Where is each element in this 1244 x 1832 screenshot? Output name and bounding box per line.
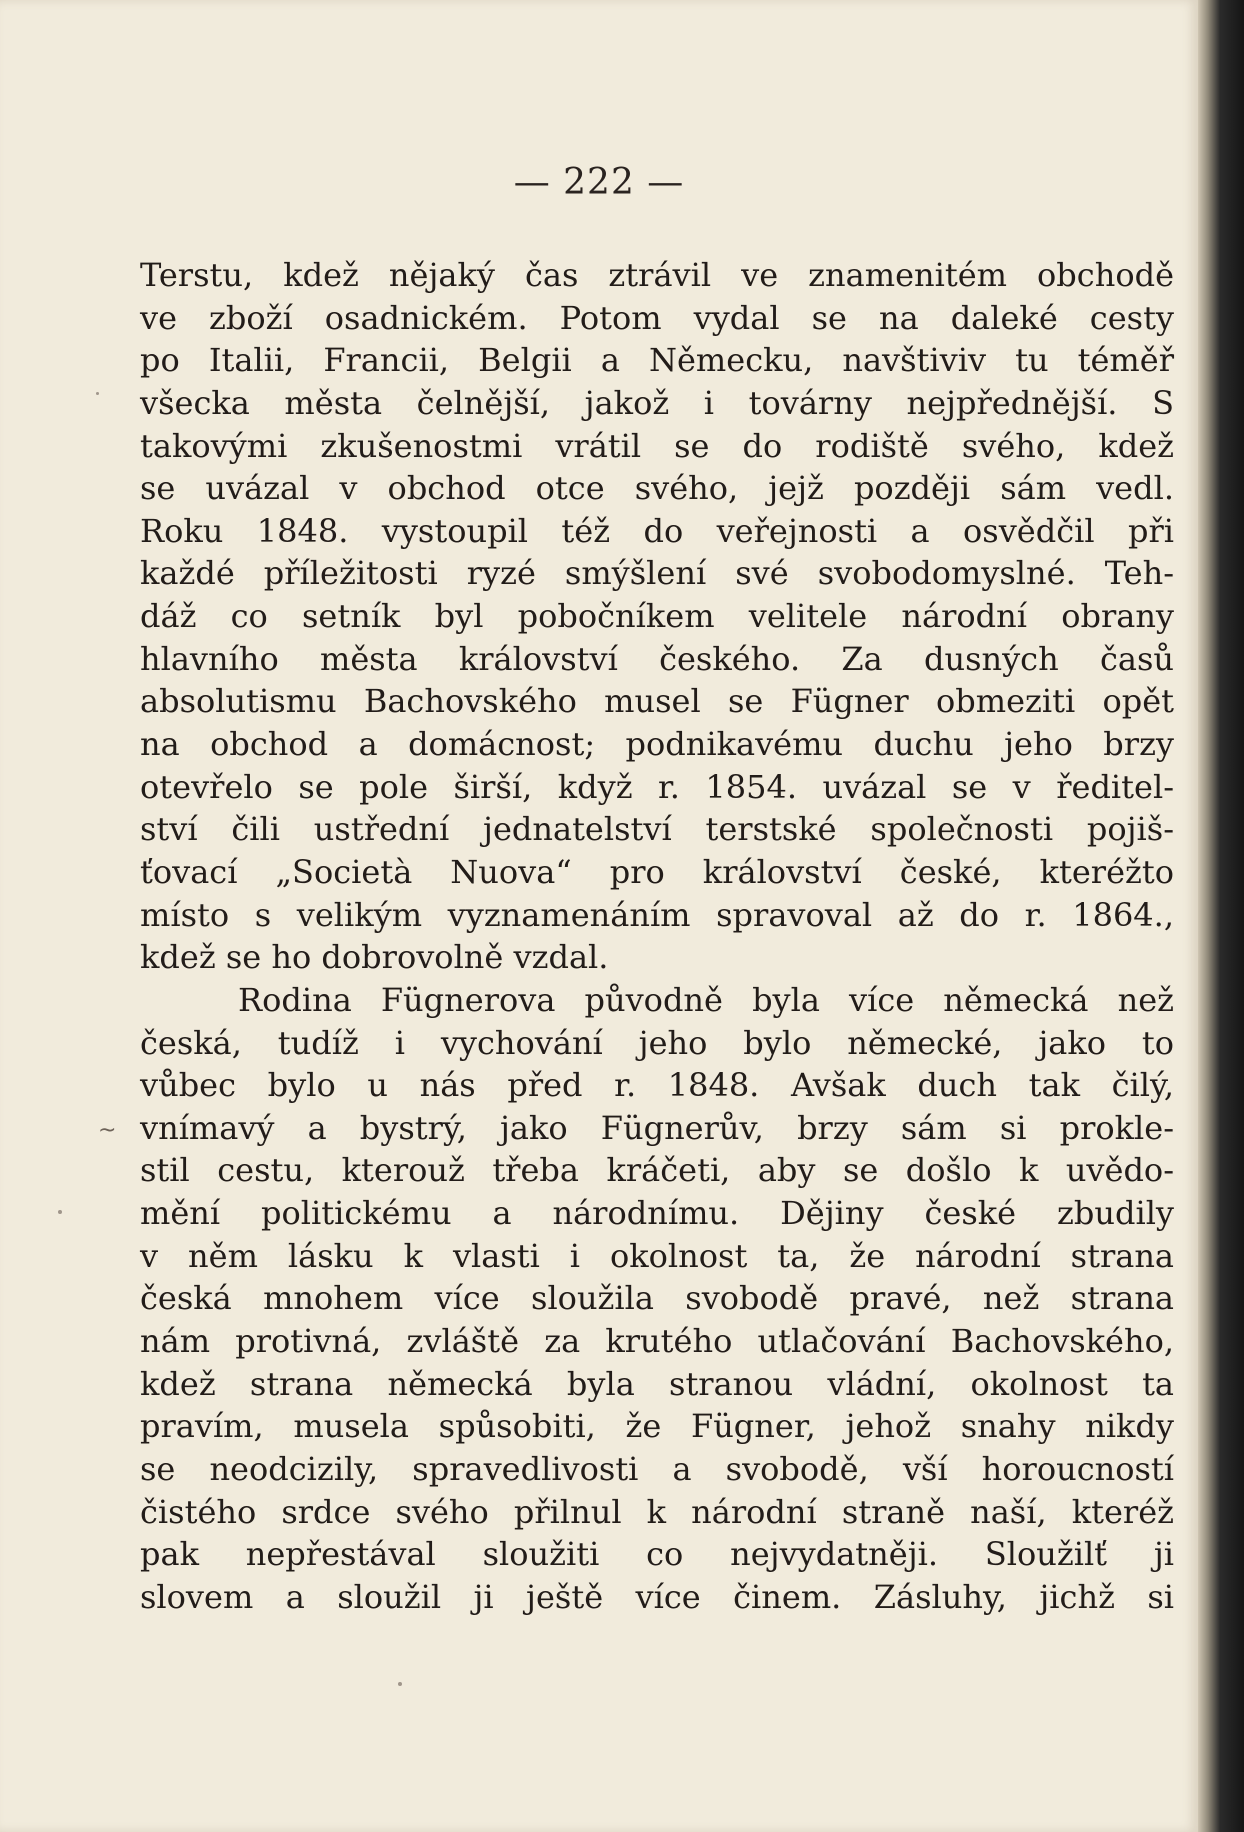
text-line: česká mnohem více sloužila svobodě pravé, než strana — [140, 1279, 1174, 1318]
margin-tick-mark: ~ — [98, 1118, 117, 1143]
paper-speck — [96, 392, 99, 395]
paragraph-start-line: Rodina Fügnerova původně byla více německá než — [238, 980, 1174, 1019]
paper-speck — [398, 1682, 402, 1686]
book-spine-edge — [1198, 0, 1244, 1832]
text-line: ťovací „Società Nuova“ pro království české, kteréžto — [140, 852, 1174, 891]
paper-speck — [58, 1210, 62, 1214]
text-line: se uvázal v obchod otce svého, jejž později sám vedl. — [140, 469, 1174, 508]
text-line: absolutismu Bachovského musel se Fügner obmeziti opět — [140, 682, 1174, 721]
text-line: Roku 1848. vystoupil též do veřejnosti a osvědčil při — [140, 511, 1174, 550]
text-line: pravím, musela spůsobiti, že Fügner, jehož snahy nikdy — [140, 1407, 1174, 1446]
text-line: česká, tudíž i vychování jeho bylo německé, jako to — [140, 1023, 1174, 1062]
text-line: kdež strana německá byla stranou vládní, okolnost ta — [140, 1364, 1174, 1403]
text-line: místo s velikým vyznamenáním spravoval až do r. 1864., — [140, 895, 1174, 934]
text-line: dáž co setník byl pobočníkem velitele národní obrany — [140, 597, 1174, 636]
text-line: mění politickému a národnímu. Dějiny české zbudily — [140, 1194, 1174, 1233]
text-line: všecka města čelnější, jakož i továrny nejpřednější. S — [140, 383, 1174, 422]
text-line: hlavního města království českého. Za dusných časů — [140, 639, 1174, 678]
text-line: se neodcizily, spravedlivosti a svobodě, vší horoucností — [140, 1449, 1174, 1488]
text-line: Terstu, kdež nějaký čas ztrávil ve znamenitém obchodě — [140, 256, 1174, 294]
text-line: čistého srdce svého přilnul k národní straně naší, kteréž — [140, 1492, 1174, 1531]
text-line: každé příležitosti ryzé smýšlení své svobodomyslné. Teh- — [140, 554, 1174, 593]
text-line: takovými zkušenostmi vrátil se do rodiště svého, kdež — [140, 426, 1174, 465]
text-line: otevřelo se pole širší, když r. 1854. uvázal se v ředitel- — [140, 767, 1174, 806]
text-line: vůbec bylo u nás před r. 1848. Avšak duch tak čilý, — [140, 1066, 1174, 1105]
paragraph-end-line: kdež se ho dobrovolně vzdal. — [140, 938, 609, 977]
text-line: vnímavý a bystrý, jako Fügnerův, brzy sám si prokle- — [140, 1108, 1174, 1147]
text-line: v něm lásku k vlasti i okolnost ta, že národní strana — [140, 1236, 1174, 1275]
page-number-header: — 222 — — [513, 162, 685, 203]
text-line: stil cestu, kterouž třeba kráčeti, aby se došlo k uvědo- — [140, 1151, 1174, 1190]
text-line: ve zboží osadnickém. Potom vydal se na daleké cesty — [140, 298, 1174, 337]
text-line: nám protivná, zvláště za krutého utlačování Bachovského, — [140, 1322, 1174, 1361]
text-line: ství čili ustřední jednatelství terstské společnosti pojiš- — [140, 810, 1174, 849]
text-line: na obchod a domácnost; podnikavému duchu jeho brzy — [140, 725, 1174, 764]
text-line: po Italii, Francii, Belgii a Německu, navštiviv tu téměř — [140, 341, 1174, 380]
text-line: pak nepřestával sloužiti co nejvydatněji. Sloužilť ji — [140, 1535, 1174, 1574]
body-text — [140, 254, 1174, 1619]
text-line: slovem a sloužil ji ještě více činem. Zásluhy, jichž si — [140, 1577, 1174, 1616]
